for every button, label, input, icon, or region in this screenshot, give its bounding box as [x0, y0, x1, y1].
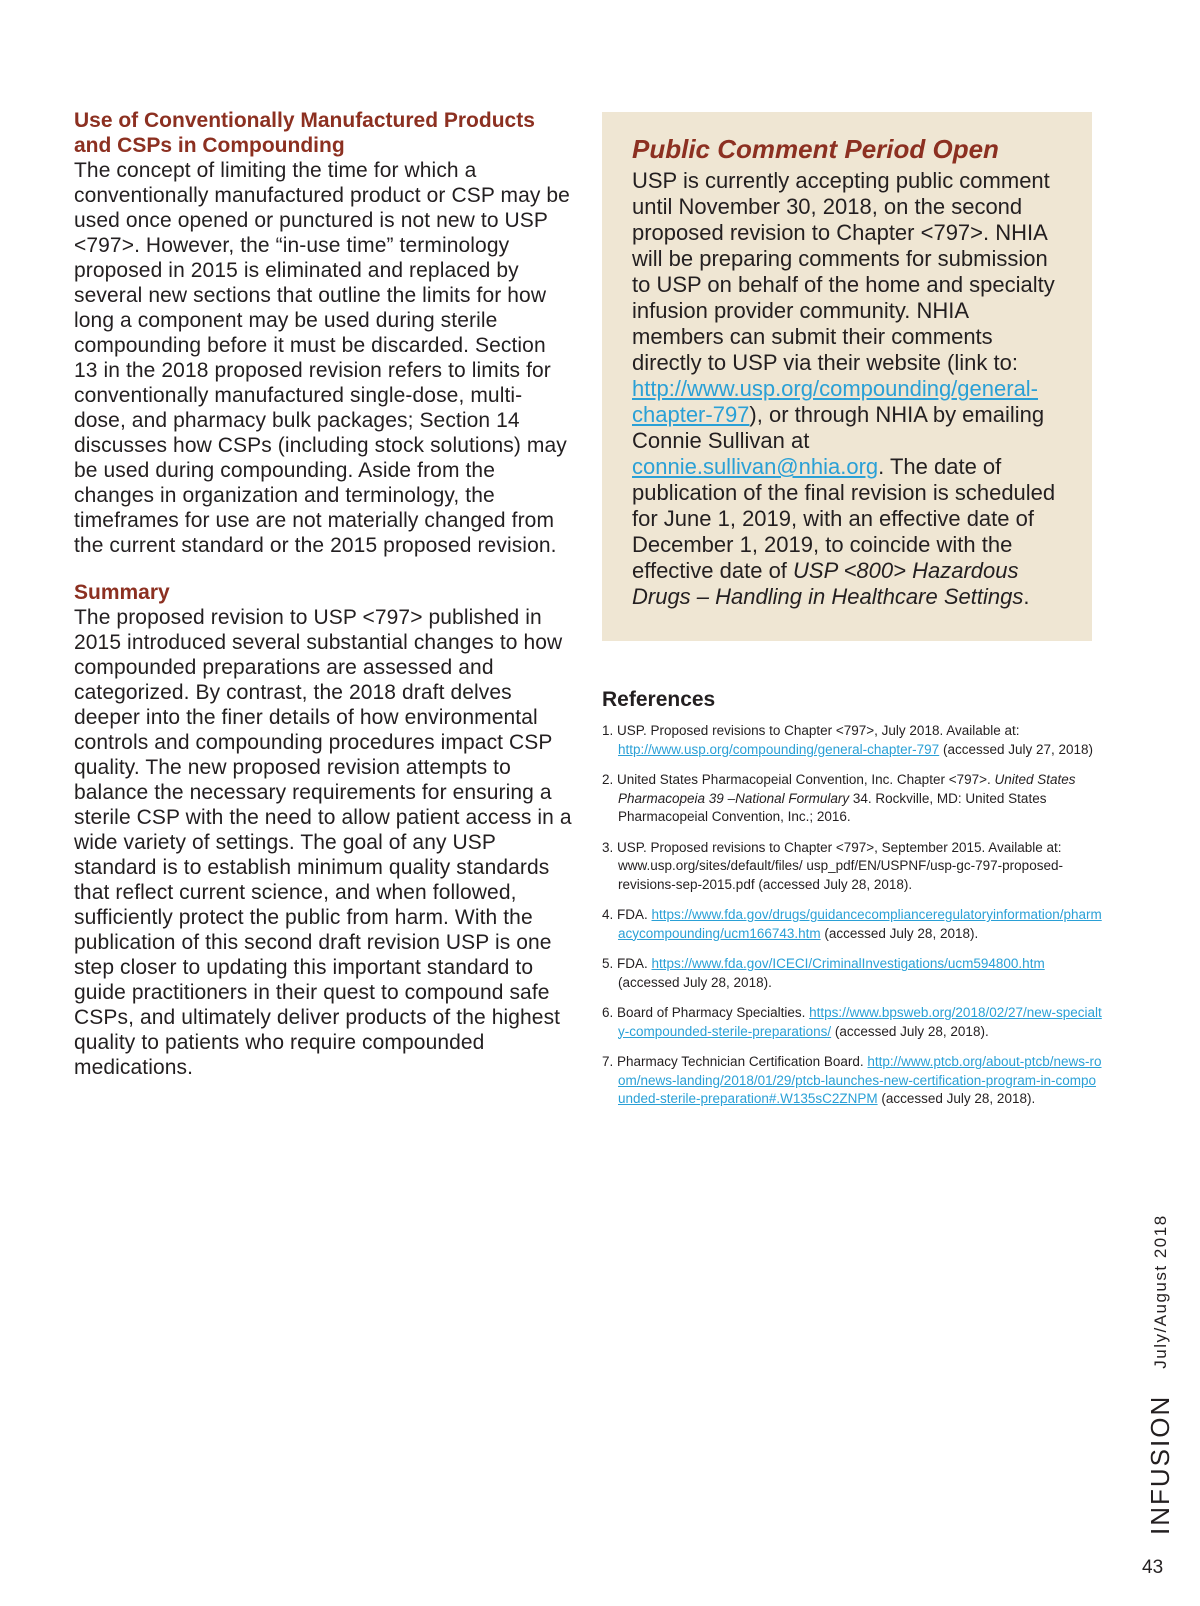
infusion-magazine-logo: INFUSION: [1145, 1394, 1175, 1535]
reference-text: 34. Rockville, MD: United States Pharmacopeial Convention, Inc.; 2016.: [618, 790, 1047, 824]
reference-text: (accessed July 27, 2018): [939, 741, 1094, 757]
callout-text: [632, 168, 1062, 610]
reference-text: 4. FDA.: [602, 907, 652, 922]
reference-link-6[interactable]: https://www.bpsweb.org/2018/02/27/new-specialty-compounded-sterile-preparations/: [618, 1005, 1102, 1039]
references-section: [602, 688, 1102, 1121]
public-comment-callout: [602, 112, 1092, 641]
reference-item-6: [602, 1004, 1102, 1041]
usp-chapter-797-link[interactable]: http://www.usp.org/compounding/general-chapter-797: [632, 376, 1039, 427]
reference-text: (accessed July 28, 2018).: [618, 974, 772, 990]
reference-text: (accessed July 28, 2018).: [820, 925, 979, 941]
reference-link-1[interactable]: http://www.usp.org/compounding/general-chapter-797: [618, 741, 940, 757]
reference-text: 6. Board of Pharmacy Specialties.: [602, 1005, 810, 1020]
references-heading: References: [602, 688, 716, 711]
connie-sullivan-email-link[interactable]: connie.sullivan@nhia.org: [632, 454, 879, 479]
section-body-summary: The proposed revision to USP <797> published in 2015 introduced several substantial changes to how compounded preparations are assessed and categorized. By contrast, the 2018 draft delves deeper into the finer details of how environmental controls and compounding procedures impact CSP quality. The new proposed revision attempts to balance the necessary requirements for ensuring a sterile CSP with the need to allow patient access in a wide variety of settings. The goal of any USP standard is to establish minimum quality standards that reflect current science, and when followed, sufficiently protect the public from harm. With the publication of this second draft revision USP is one step closer to updating this important standard to guide practitioners in their quest to compound safe CSPs, and ultimately deliver products of the highest quality to patients who require compounded medications.: [74, 606, 572, 1079]
callout-text-part-2: ), or through NHIA by emailing Connie Sullivan at: [632, 402, 1045, 453]
reference-text: (accessed July 28, 2018).: [831, 1023, 989, 1039]
reference-text: 7. Pharmacy Technician Certification Board.: [602, 1054, 868, 1069]
reference-text: 1. USP. Proposed revisions to Chapter <797>, July 2018. Available at:: [602, 723, 1020, 738]
callout-text-part-5: .: [1023, 584, 1030, 609]
reference-link-4[interactable]: https://www.fda.gov/drugs/guidancecomplianceregulatoryinformation/pharmacycompounding/ucm166743.htm: [618, 907, 1102, 941]
callout-title: Public Comment Period Open: [632, 134, 999, 164]
section-spacer: [74, 558, 574, 580]
reference-item-1: [602, 722, 1102, 759]
running-footer-vertical: [1145, 1214, 1176, 1535]
page-number: 43: [1142, 1557, 1164, 1578]
reference-text: 2. United States Pharmacopeial Convention, Inc. Chapter <797>.: [602, 772, 995, 787]
section-heading-conventional-products: Use of Conventionally Manufactured Products and CSPs in Compounding: [74, 109, 535, 157]
reference-link-5[interactable]: https://www.fda.gov/ICECI/CriminalInvestigations/ucm594800.htm: [651, 956, 1045, 971]
callout-text-part-3: . The date of publication of the final revision is scheduled for June 1, 2019, with an effective date of December 1, 2019, to coincide with the effective date of: [632, 454, 1056, 583]
issue-date: July/August 2018: [1150, 1214, 1170, 1369]
section-heading-summary: Summary: [74, 581, 170, 604]
reference-text: (accessed July 28, 2018).: [877, 1091, 1036, 1106]
reference-item-7: [602, 1053, 1102, 1109]
callout-text-usp800-title: USP <800> Hazardous Drugs – Handling in Healthcare Settings: [632, 558, 1024, 609]
main-article-column: [74, 108, 574, 1080]
reference-item-3: 3. USP. Proposed revisions to Chapter <797>, September 2015. Available at: www.usp.org/sites/default/files/ usp_pdf/EN/USPNF/usp-gc-797-proposed-revisions-sep-2015.pdf (accessed July 28, 2018).: [602, 839, 1063, 892]
reference-text: 5. FDA.: [602, 956, 652, 971]
callout-text-part-1: USP is currently accepting public comment until November 30, 2018, on the second proposed revision to Chapter <797>. NHIA will be preparing comments for submission to USP on behalf of the home and specialty infusion provider community. NHIA members can submit their comments directly to USP via their website (link to:: [632, 168, 1055, 375]
section-body-conventional-products: The concept of limiting the time for which a conventionally manufactured product or CSP may be used once opened or punctured is not new to USP <797>. However, the “in-use time” terminology proposed in 2015 is eliminated and replaced by several new sections that outline the limits for how long a component may be used during sterile compounding before it must be discarded. Section 13 in the 2018 proposed revision refers to limits for conventionally manufactured single-dose, multi-dose, and pharmacy bulk packages; Section 14 discusses how CSPs (including stock solutions) may be used during compounding. Aside from the changes in organization and terminology, the timeframes for use are not materially changed from the current standard or the 2015 proposed revision.: [74, 159, 570, 557]
reference-italic-title: United States Pharmacopeia 39 –National Formulary: [618, 772, 1076, 806]
reference-item-2: [602, 771, 1102, 827]
reference-link-7[interactable]: http://www.ptcb.org/about-ptcb/news-room/news-landing/2018/01/29/ptcb-launches-new-certification-program-in-compounded-sterile-preparation#.W135sC2ZNPM: [618, 1054, 1102, 1106]
reference-item-5: [602, 955, 1102, 992]
reference-item-4: [602, 906, 1102, 943]
